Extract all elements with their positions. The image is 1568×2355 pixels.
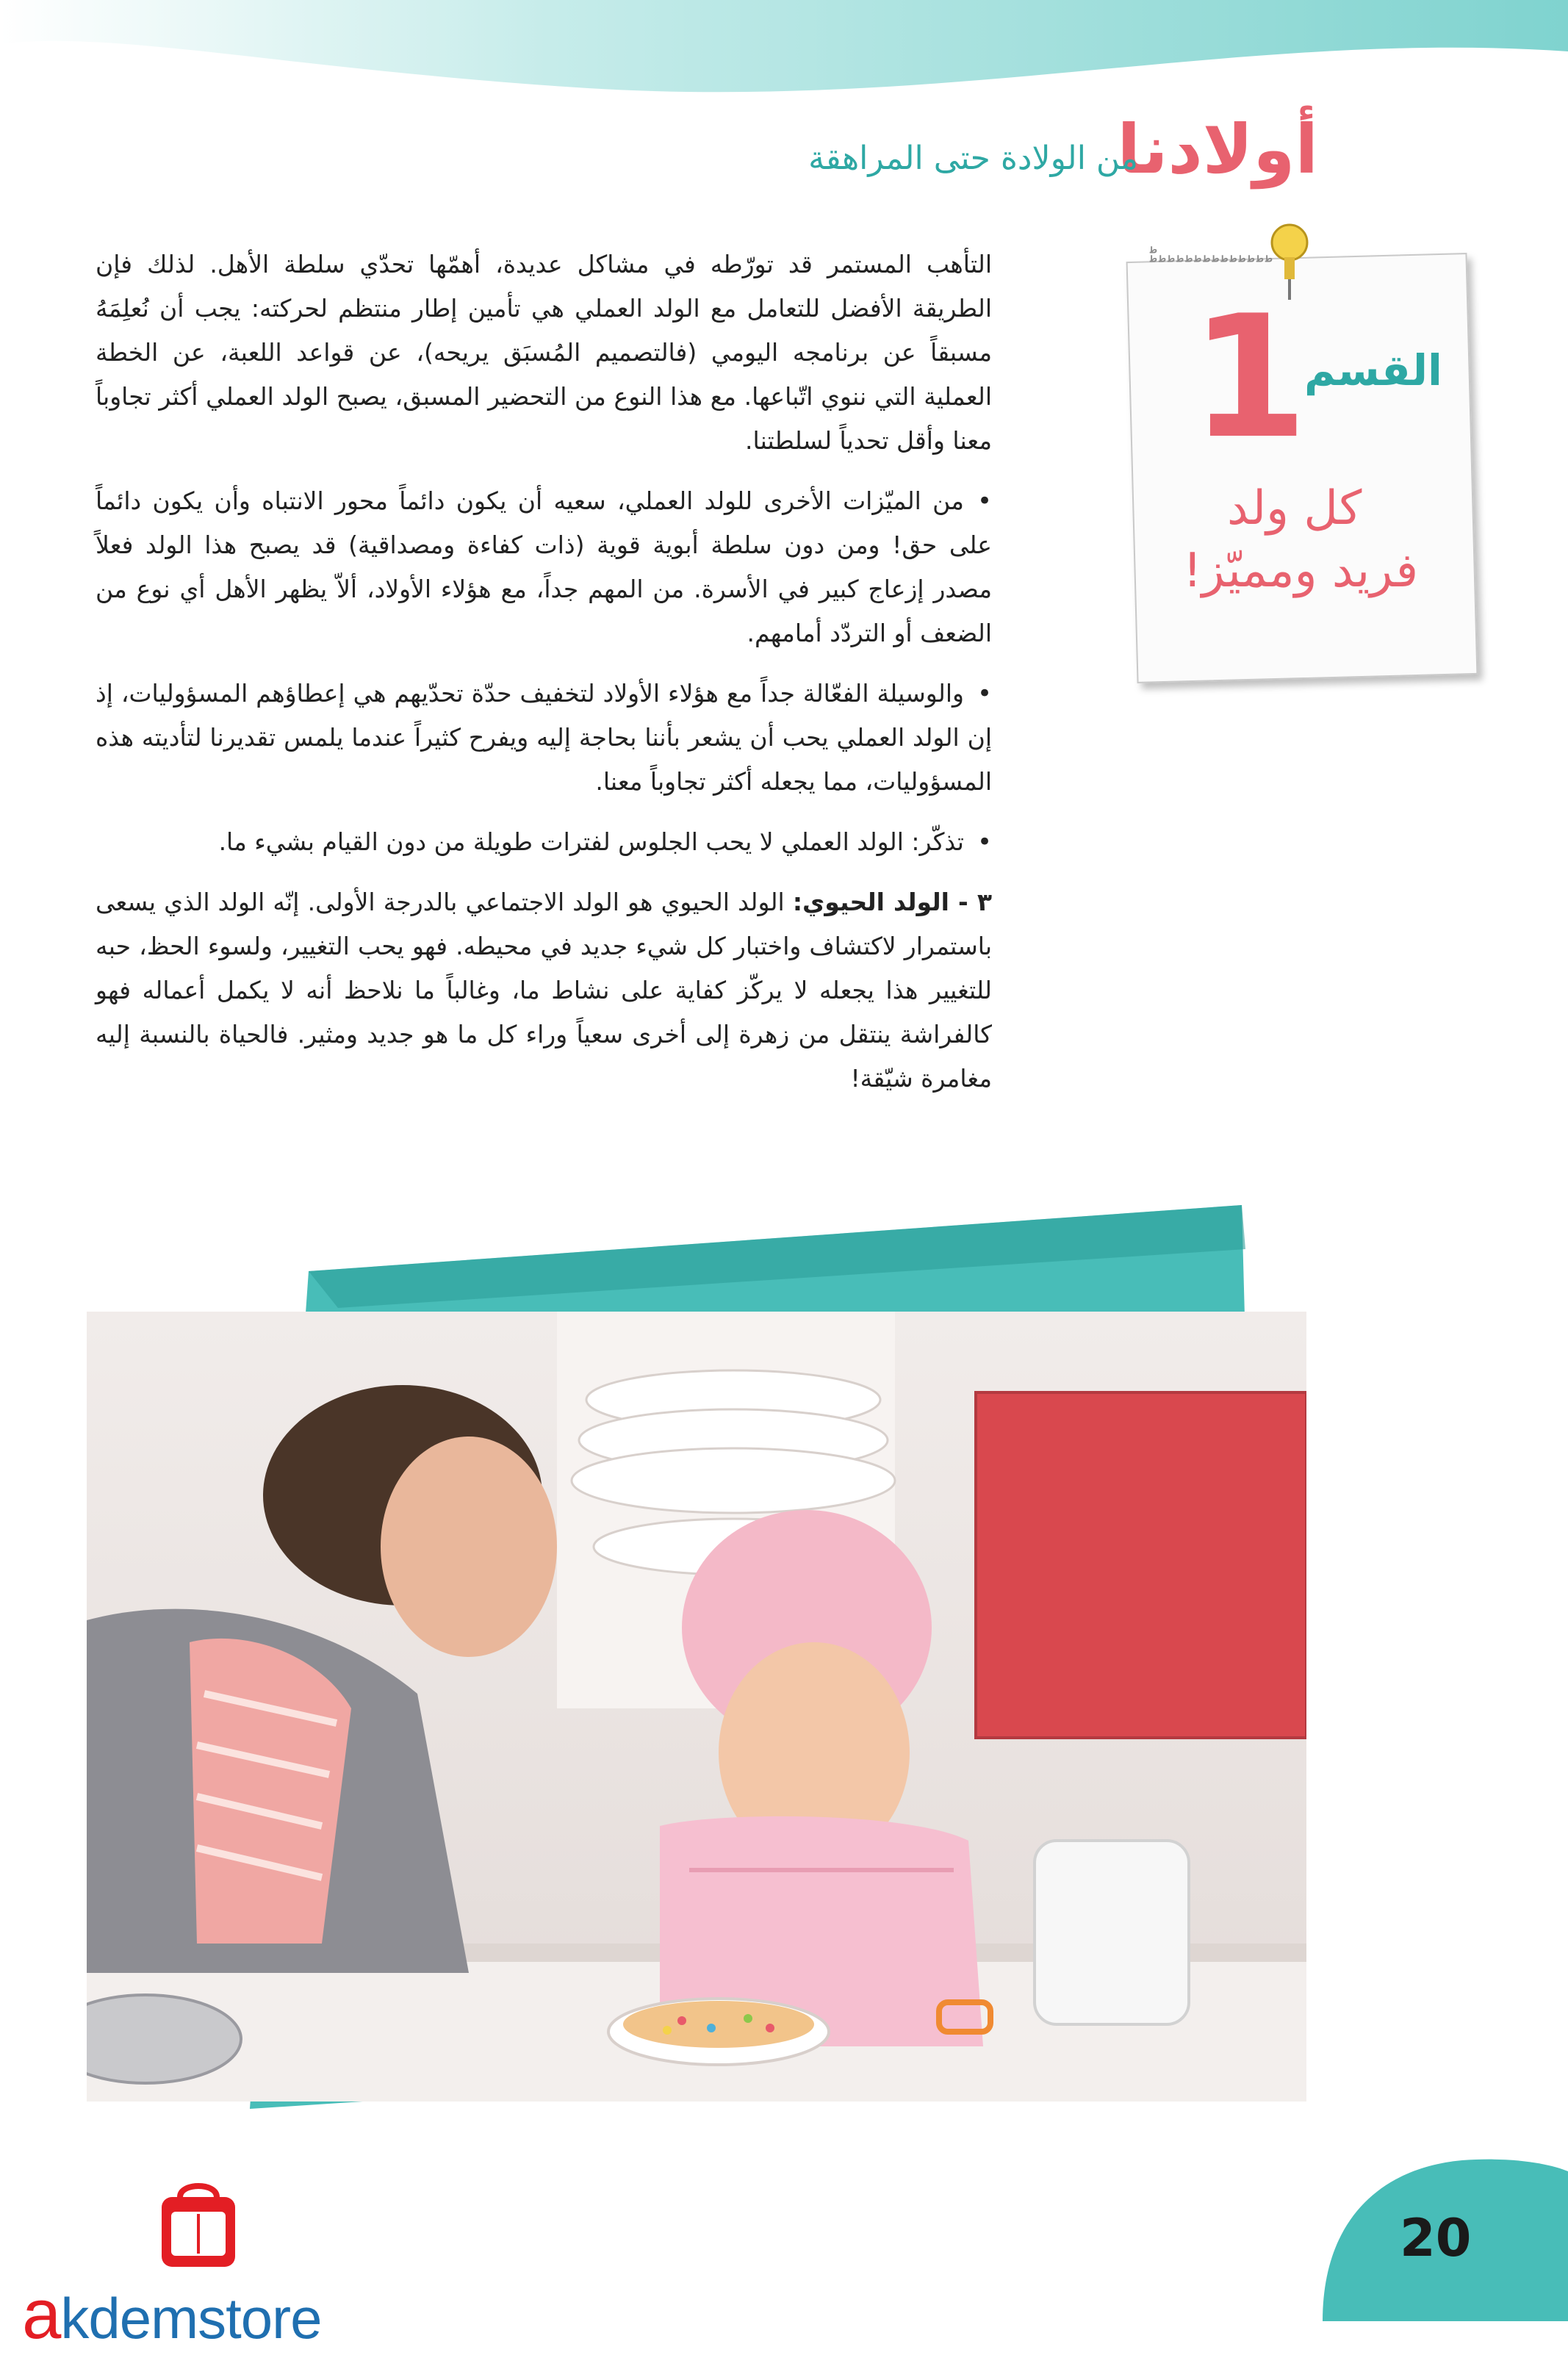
kitchen-photo [87, 1312, 1306, 2101]
store-book-icon [151, 2179, 246, 2274]
paragraph-text: الولد الحيوي هو الولد الاجتماعي بالدرجة الأولى. إنّه الولد الذي يسعى باستمرار لاكتشاف واختبار كل شيء جديد في محيطه. فهو يحب التغيير، ولسوء الحظ، حبه للتغيير هذا يجعله لا يركّز كفاية على نشاط ما، وغالباً ما نلاحظ أنه لا يكمل أعماله فهو كالفراشة ينتقل من زهرة إلى أخرى سعياً وراء كل ما هو جديد ومثير. فالحياة بالنسبة إليه مغامرة شيّقة! [96, 888, 992, 1093]
store-logo [22, 2274, 322, 2355]
paragraph: التأهب المستمر قد تورّطه في مشاكل عديدة، أهمّها تحدّي سلطة الأهل. لذلك فإن الطريقة الأفضل للتعامل مع الولد العملي هي تأمين إطار منتظم لحركته: يجب أن نُعلِمَهُ مسبقاً عن برنامجه اليومي (فالتصميم المُسبَق يريحه)، عن قواعد اللعبة، عن الخطة العملية التي ننوي اتّباعها. مع هذا النوع من التحضير المسبق، يصبح الولد العملي أكثر تجاوباً معنا وأقل تحدياً لسلطتنا. [96, 250, 992, 455]
page-number: 20 [1400, 2208, 1472, 2268]
section-number: 1 [1190, 280, 1309, 476]
bullet-paragraph [96, 820, 992, 864]
section-title-line1: كل ولد [1227, 481, 1362, 536]
book-title: أولادنا [1117, 110, 1318, 189]
paragraph [96, 880, 992, 1101]
bullet-text: من الميّزات الأخرى للولد العملي، سعيه أن يكون دائماً محور الانتباه وأن يكون دائماً على حق! ومن دون سلطة أبوية قوية (ذات كفاءة ومصداقية) قد يصبح هذا الولد فعلاً مصدر إزعاج كبير في الأسرة. من المهم جداً، مع هؤلاء الأولاد، ألاّ يظهر الأهل أي نوع من الضعف أو التردّد أمامهم. [96, 486, 992, 647]
article-body [96, 242, 992, 1117]
logo-letter-a: a [22, 2275, 61, 2354]
bullet-paragraph [96, 672, 992, 804]
bullet-text: تذكّر: الولد العملي لا يحب الجلوس لفترات طويلة من دون القيام بشيء ما. [218, 827, 964, 856]
bullet-paragraph [96, 479, 992, 655]
notebook-spiral-holes: ؕ ؕ ؕ ؕ ؕ ؕ ؕ ؕ ؕ ؕ ؕ ؕ ؕ ؕ ؕ [1146, 254, 1271, 286]
book-subtitle: من الولادة حتى المراهقة [808, 140, 1138, 177]
section-title-line2: فريد ومميّز! [1183, 544, 1419, 598]
logo-wordmark: kdemstore [60, 2286, 322, 2351]
section-label: القسم [1304, 345, 1442, 395]
header-wave-band [0, 0, 1568, 110]
subheading-energetic-child: ٣ - الولد الحيوي: [792, 888, 992, 916]
bullet-text: والوسيلة الفعّالة جداً مع هؤلاء الأولاد لتخفيف حدّة تحدّيهم هي إعطاؤهم المسؤوليات، إذ إن الولد العملي يحب أن يشعر بأننا بحاجة إليه ويفرح كثيراً عندما يلمس تقديرنا لتأديته هذه المسؤوليات، مما يجعله أكثر تجاوباً معنا. [96, 679, 992, 796]
